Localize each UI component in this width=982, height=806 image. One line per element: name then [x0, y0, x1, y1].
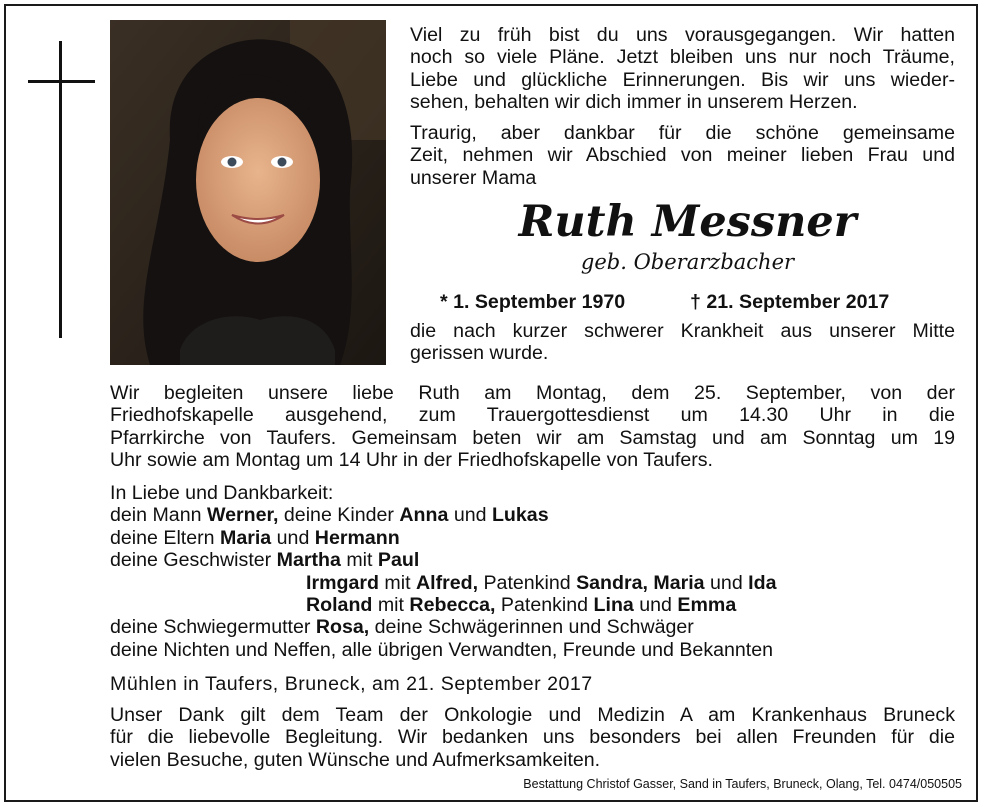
thanks-line: Unser Dank gilt dem Team der Onkologie und Medizin A am Krankenhaus Bruneck — [110, 704, 955, 726]
farewell-paragraph — [410, 122, 955, 189]
mourners-line: deine Nichten und Neffen, alle übrigen Verwandten, Freunde und Bekannten — [110, 638, 774, 661]
birth-date: * 1. September 1970 — [440, 291, 626, 313]
mourners-line: deine Geschwister Martha mit Paul — [110, 549, 420, 572]
intro-line: sehen, behalten wir dich immer in unserem Herzen. — [410, 91, 858, 114]
mourners-line: dein Mann Werner, deine Kinder Anna und Lukas — [110, 504, 549, 527]
intro-line: Liebe und glückliche Erinnerungen. Bis wir uns wieder- — [410, 68, 955, 91]
funeral-paragraph — [110, 382, 955, 472]
place-date: Mühlen in Taufers, Bruneck, am 21. September 2017 — [110, 673, 593, 695]
cross-icon-bar — [28, 80, 95, 83]
mourners-heading: In Liebe und Dankbarkeit: — [110, 482, 334, 504]
mourners-line: deine Eltern Maria und Hermann — [110, 526, 400, 549]
farewell-line: Zeit, nehmen wir Abschied von meiner lieben Frau und — [410, 144, 955, 167]
farewell-line: unserer Mama — [410, 166, 537, 189]
maiden-name: geb. Oberarzbacher — [580, 250, 795, 274]
funeral-line: Pfarrkirche von Taufers. Gemeinsam beten wir am Samstag und am Sonntag um 19 — [110, 426, 955, 449]
illness-paragraph — [410, 320, 955, 365]
funeral-line: Friedhofskapelle ausgehend, zum Trauergottesdienst um 14.30 Uhr in die — [110, 404, 955, 427]
death-date: † 21. September 2017 — [690, 291, 890, 313]
intro-paragraph — [410, 24, 955, 114]
cross-icon — [59, 41, 62, 338]
mourners-line: Roland mit Rebecca, Patenkind Lina und Emma — [306, 594, 737, 617]
portrait-photo — [110, 20, 386, 365]
funeral-line: Wir begleiten unsere liebe Ruth am Montag, dem 25. September, von der — [110, 382, 955, 404]
thanks-line: vielen Besuche, guten Wünsche und Aufmerksamkeiten. — [110, 748, 601, 771]
funeral-home-footer: Bestattung Christof Gasser, Sand in Taufers, Bruneck, Olang, Tel. 0474/050505 — [523, 777, 962, 791]
farewell-line: Traurig, aber dankbar für die schöne gemeinsame — [410, 122, 955, 144]
thanks-line: für die liebevolle Begleitung. Wir bedanken uns besonders bei allen Freunden für die — [110, 726, 955, 749]
mourners-list — [110, 482, 955, 661]
deceased-name: Ruth Messner — [518, 197, 857, 247]
thanks-paragraph — [110, 704, 955, 771]
funeral-line: Uhr sowie am Montag um 14 Uhr in der Friedhofskapelle von Taufers. — [110, 449, 713, 472]
intro-line: Viel zu früh bist du uns vorausgegangen. Wir hatten — [410, 24, 955, 46]
illness-line: die nach kurzer schwerer Krankheit aus unserer Mitte — [410, 320, 955, 342]
mourners-line: deine Schwiegermutter Rosa, deine Schwägerinnen und Schwäger — [110, 616, 694, 639]
mourners-line: Irmgard mit Alfred, Patenkind Sandra, Maria und Ida — [306, 571, 777, 594]
illness-line: gerissen wurde. — [410, 342, 549, 365]
intro-line: noch so viele Pläne. Jetzt bleiben uns nur noch Träume, — [410, 46, 955, 69]
